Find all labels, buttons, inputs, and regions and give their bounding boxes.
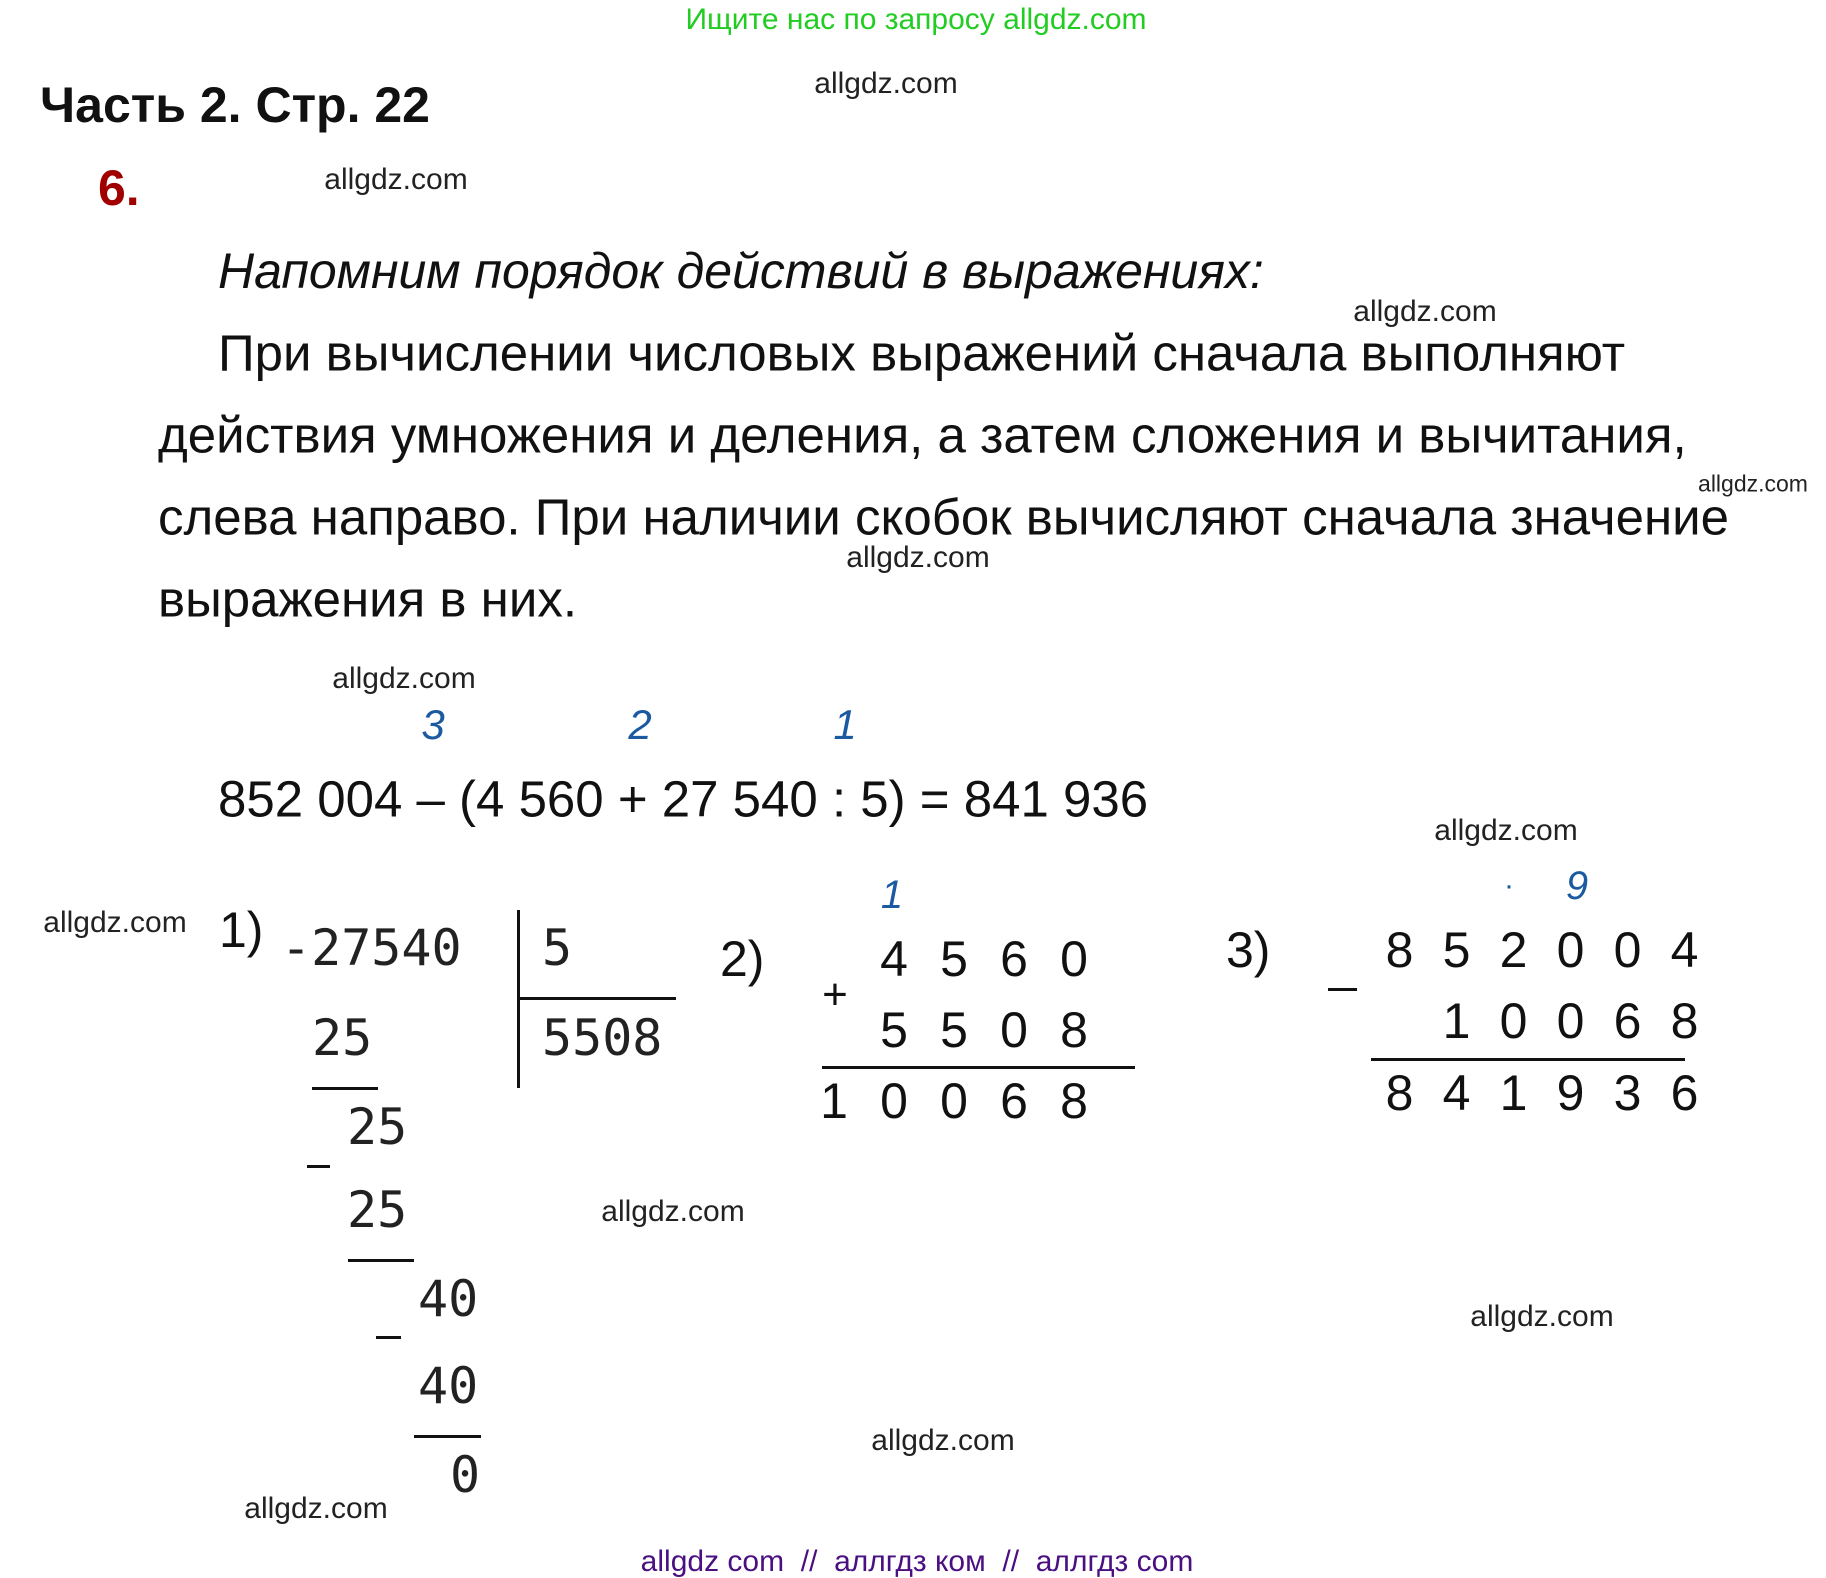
minus-sign [1328,988,1357,991]
order-mark: 2 [628,701,652,748]
digit: 8 [1385,1065,1414,1121]
division-remainder: 0 [450,1446,481,1504]
order-mark: 1 [833,701,857,748]
watermark: allgdz.com [1353,295,1497,328]
digit: 1 [820,1073,848,1129]
digit: 4 [1442,1065,1471,1121]
watermark: allgdz.com [43,906,187,939]
division-row: 25 [347,1098,408,1156]
banner-link[interactable]: Ищите нас по запросу allgdz.com [685,3,1147,36]
rule-line: При вычислении числовых выражений сначала выполняют [218,324,1626,382]
task-number: 6. [98,160,140,216]
digit: 0 [1060,931,1088,987]
page-heading: Часть 2. Стр. 22 [40,77,430,133]
difference-result [1371,1065,1713,1121]
watermark: allgdz.com [332,662,476,695]
digit: 4 [880,931,908,987]
digit: 1 [1499,1065,1528,1121]
step2-label: 2) [720,931,765,987]
dividend: -27540 [281,919,462,977]
digit: 0 [1000,1002,1028,1058]
division-row: 25 [347,1181,408,1239]
digit: 4 [1670,922,1699,978]
digit: 0 [1499,993,1528,1049]
watermark: allgdz.com [1698,470,1808,497]
expression: 852 004 – (4 560 + 27 540 : 5) = 841 936 [218,770,1149,828]
digit: 0 [1613,922,1642,978]
watermark: allgdz.com [846,541,990,574]
division-line [414,1435,481,1438]
carry-mark: 1 [880,873,904,917]
step1-label: 1) [219,902,264,958]
watermark: allgdz.com [871,1424,1015,1457]
subtrahend [1428,993,1713,1049]
sum-result [804,1073,1104,1129]
digit: 5 [940,931,968,987]
digit: 3 [1613,1065,1642,1121]
division-row: 25 [312,1009,373,1067]
digit: 6 [1670,1065,1699,1121]
difference-line [1371,1058,1685,1061]
digit: 5 [1442,922,1471,978]
minus-sign [307,1165,330,1168]
step3-label: 3) [1226,922,1271,978]
order-mark: 3 [421,701,445,748]
digit: 8 [1060,1002,1088,1058]
digit: 0 [1556,993,1585,1049]
digit: 9 [1556,1065,1585,1121]
digit: 8 [1385,922,1414,978]
addend-b [864,1002,1104,1058]
divisor-line [517,997,676,1000]
watermark: allgdz.com [1470,1300,1614,1333]
minus-sign [376,1336,401,1339]
digit: 0 [940,1073,968,1129]
watermark: allgdz.com [601,1195,745,1228]
division-line [348,1259,414,1262]
digit: 1 [1442,993,1471,1049]
divisor: 5 [542,919,573,977]
watermark: allgdz.com [1434,814,1578,847]
digit: 5 [940,1002,968,1058]
borrow-dot: · [1504,869,1514,902]
digit: 6 [1000,931,1028,987]
rule-title: Напомним порядок действий в выражениях: [218,243,1264,299]
plus-sign: + [822,970,848,1019]
division-row: 40 [418,1270,479,1328]
rule-line: слева направо. При наличии скобок вычисляют сначала значение [158,488,1729,546]
sum-line [822,1066,1135,1069]
digit: 0 [880,1073,908,1129]
rule-line: выражения в них. [158,570,577,628]
digit: 5 [880,1002,908,1058]
borrow-mark: 9 [1565,864,1589,908]
division-line [312,1087,378,1090]
addend-a [864,931,1104,987]
footer-links[interactable]: allgdz com // аллгдз ком // аллгдз com [640,1545,1194,1578]
watermark: allgdz.com [814,67,958,100]
watermark: allgdz.com [244,1492,388,1525]
digit: 8 [1060,1073,1088,1129]
digit: 2 [1499,922,1528,978]
digit: 6 [1000,1073,1028,1129]
division-row: 40 [418,1357,479,1415]
quotient: 5508 [542,1009,663,1067]
digit: 0 [1556,922,1585,978]
digit: 8 [1670,993,1699,1049]
minuend [1371,922,1713,978]
watermark: allgdz.com [324,163,468,196]
rule-line: действия умножения и деления, а затем сложения и вычитания, [158,406,1687,464]
digit: 6 [1613,993,1642,1049]
